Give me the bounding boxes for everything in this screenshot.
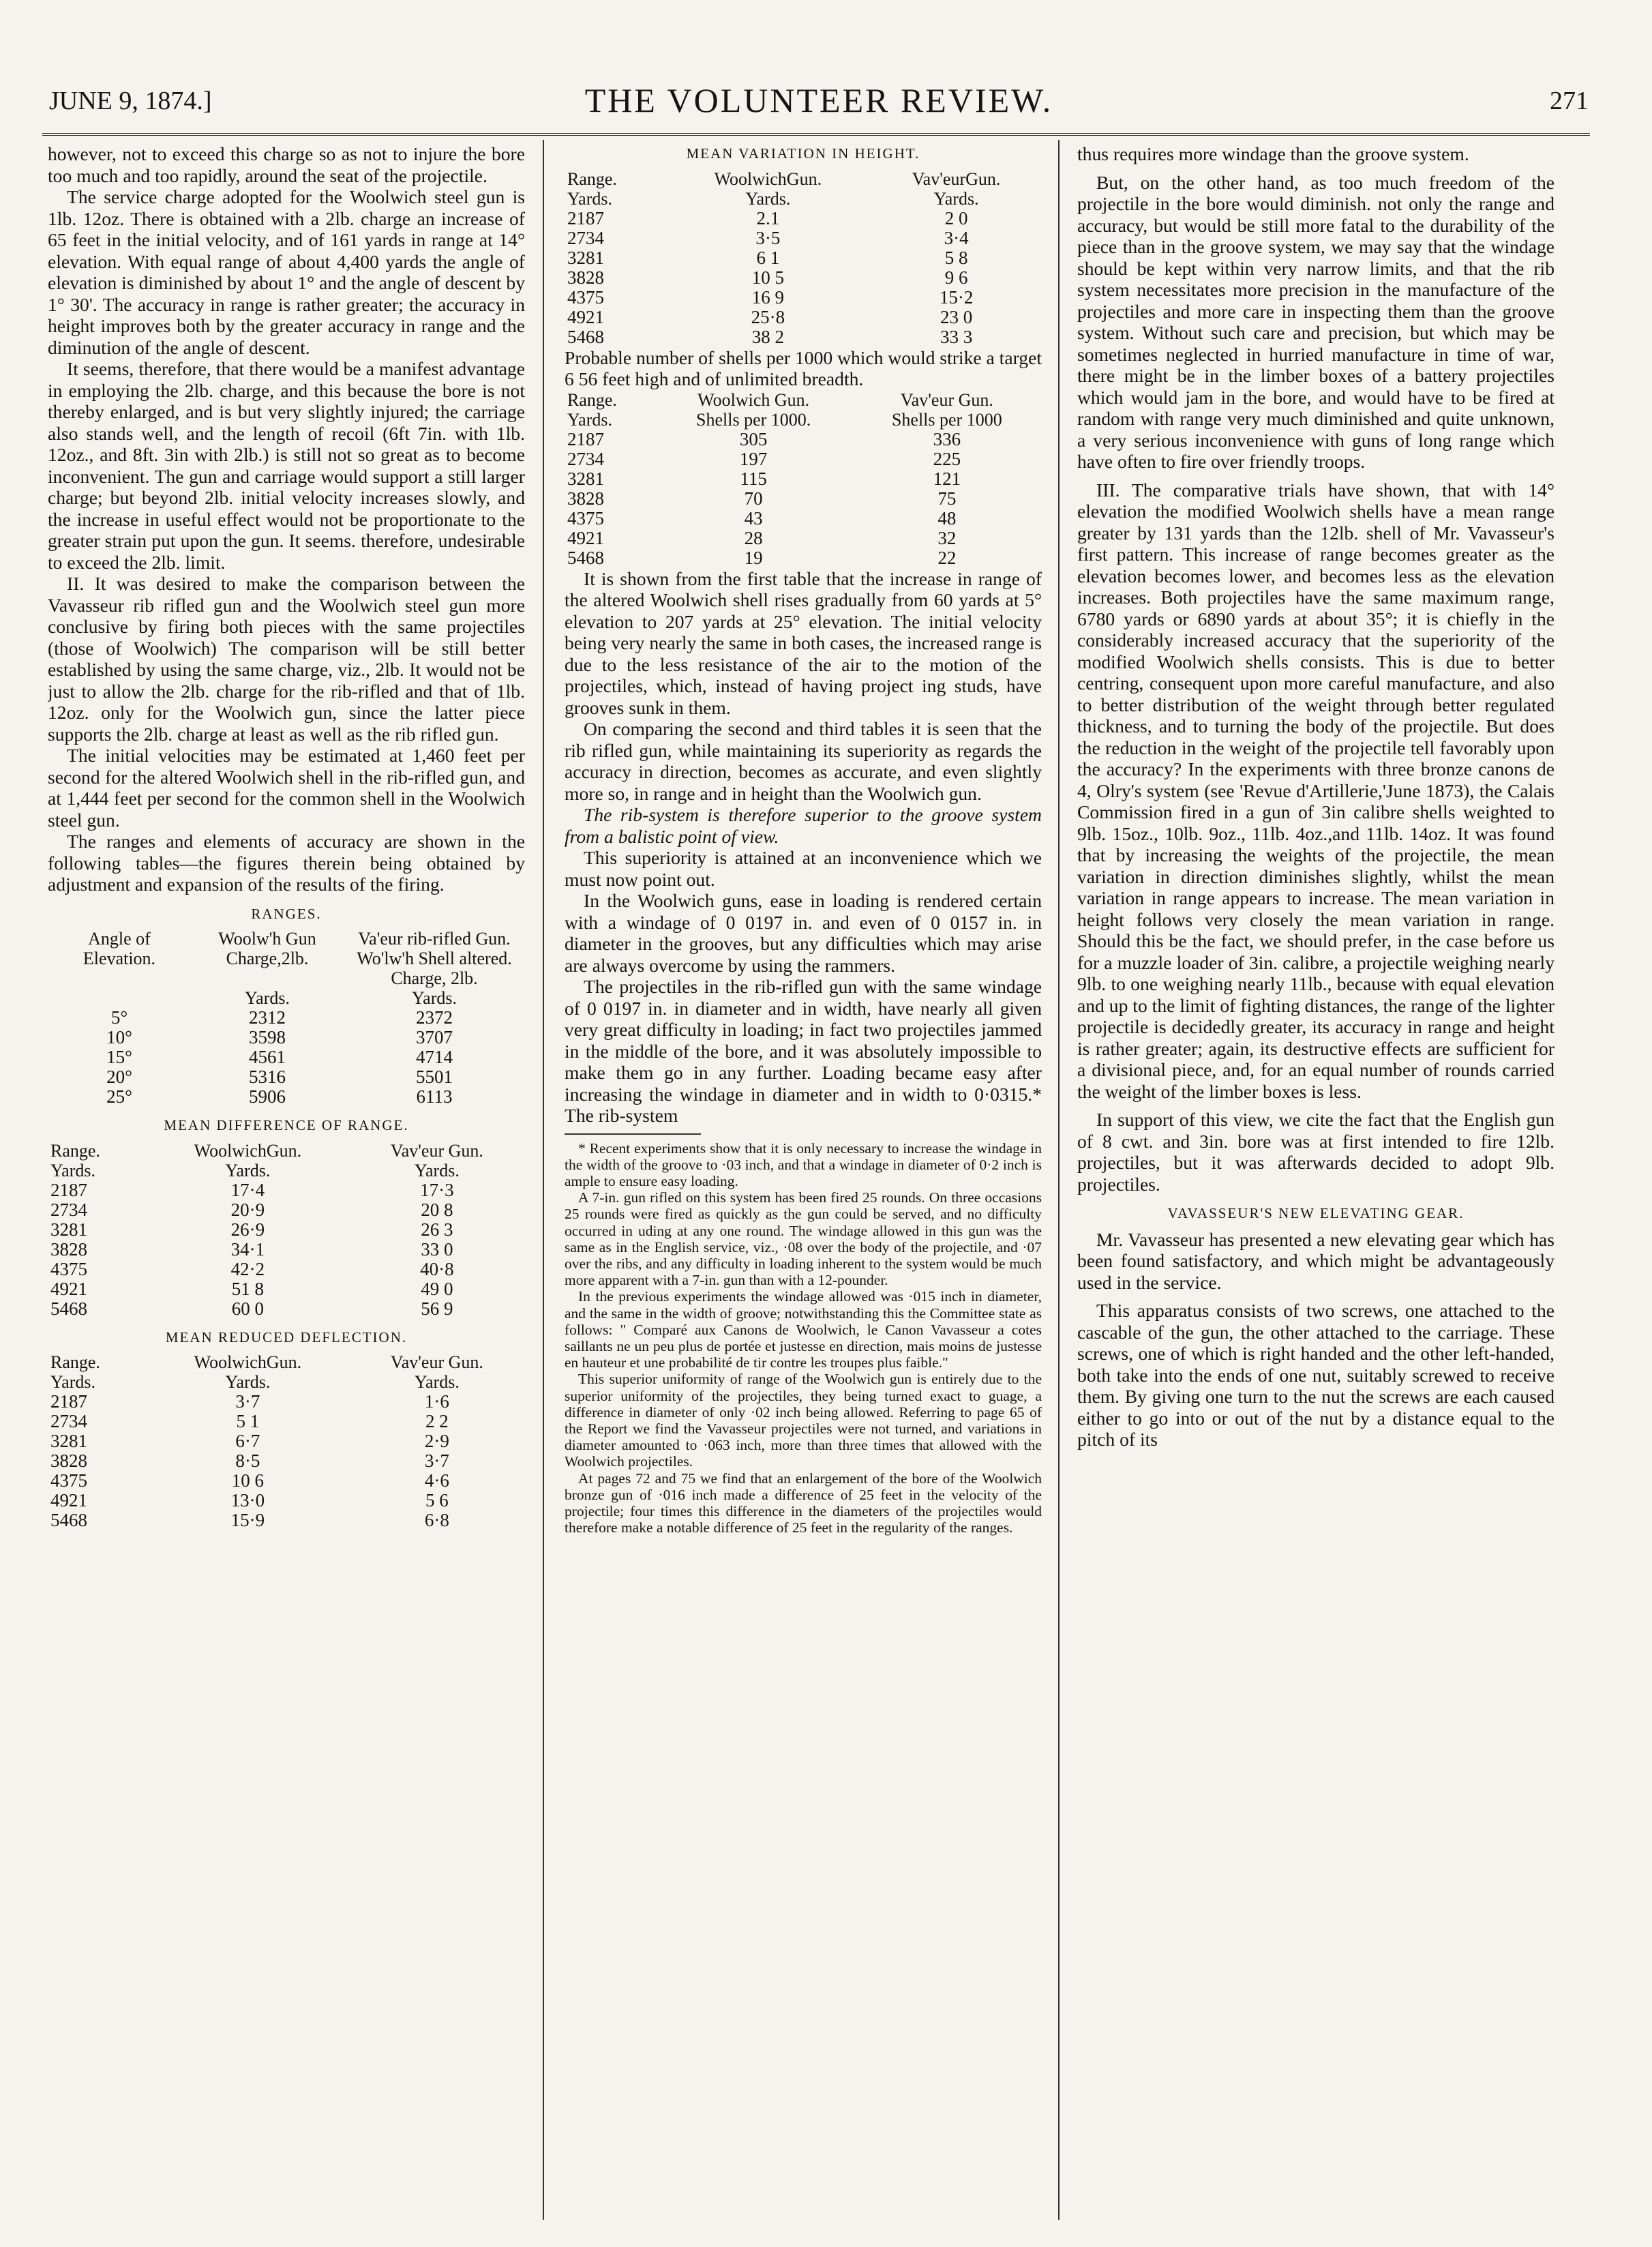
table-cell: 4921 xyxy=(50,1278,87,1299)
table-cell: 56 9 xyxy=(421,1298,453,1319)
column-header: WoolwichGun. xyxy=(714,168,822,189)
paragraph: This apparatus consists of two screws, one attached to the cascable of the gun, the other attached to the carriage. These screws, one of which is right handed and the other left-handed, both take into the ends of one nut, suitably screwed to receive them. By giving one turn to the nut the screws are each caused either to go into or out of the nut by a distance equal to the pitch of its xyxy=(1077,1300,1555,1450)
table-header-row xyxy=(565,390,1042,410)
table-cell: 4375 xyxy=(50,1258,87,1279)
table-row xyxy=(565,509,1042,529)
table-cell: 2 0 xyxy=(944,207,968,228)
column-3 xyxy=(1077,143,1555,2223)
paragraph: The initial velocities may be estimated at 1,460 feet per second for the altered Woolwich shell in the rib-rifled gun, and at 1,444 feet per second for the common shell in the Woolwich steel gun. xyxy=(48,745,525,831)
table-cell: 6·7 xyxy=(235,1431,260,1451)
table-cell: 33 0 xyxy=(421,1238,453,1260)
table-cell: 17·4 xyxy=(230,1179,265,1200)
table-row xyxy=(565,529,1042,548)
table-cell: 4921 xyxy=(50,1490,87,1511)
unit-label: Yards. xyxy=(245,988,290,1008)
table-row xyxy=(48,1260,525,1279)
table-row xyxy=(48,1451,525,1471)
footnote: A 7-in. gun rifled on this system has been fired 25 rounds. On three occasions 25 rounds were fired as quickly as the gun could be served, and no difficulty occurred in uding at any one round. The windage allowed in this gun was the same as in the English service, viz., ·08 over the body of the projectile, and ·07 over the ribs, and any difficulty in loading inherent to the system would be much more apparent with a 7-in. gun than with a 12-pounder. xyxy=(565,1189,1042,1289)
header-page-number: 271 xyxy=(1550,87,1589,115)
table-title-mean-variation-in-height: MEAN VARIATION IN HEIGHT. xyxy=(686,145,920,162)
unit-label: Yards. xyxy=(50,1160,95,1180)
table-cell: 25·8 xyxy=(751,306,785,327)
table-row xyxy=(565,449,1042,469)
unit-label: Yards. xyxy=(567,409,612,430)
paragraph: III. The comparative trials have shown, that with 14° elevation the modified Woolwich shells have a mean range greater by 131 yards than the 12lb. shell of Mr. Vavasseur's first pattern. This increase of range becomes greater as the elevation becomes lower, and becomes less as the elevation increases. Both projectiles have the same maximum range, 6780 yards or 6890 yards at about 35°; it is chiefly in the considerably increased accuracy that the superiority of the modified Woolwich shells consists. This is due to better centring, consequent upon more careful manufacture, and also to better distribution of the weight through better regulated thickness, and to turning the body of the projectile. But does the reduction in the weight of the projectile tell favorably upon the accuracy? In the experiments with three bronze canons de 4, Olry's system (see 'Revue d'Artillerie,'June 1873), the Calais Commission fired in a gun of 3in calibre shells weighted to 9lb. 15oz., 10lb. 9oz., 11lb. 4oz.,and 11lb. 14oz. It was found that by increasing the weights of the projectile, the mean variation in direction diminishes slightly, whilst the mean variation in range appears to increase. The mean variation in height follows very closely the mean variation in range. Should this be the fact, we should prefer, in the case before us for a muzzle loader of 3in. calibre, a projectile weighing nearly 9lb. to one weighing nearly 11lb., because with equal elevation and up to the limit of fighting distances, the range of the lighter projectile is decidedly greater, its accuracy in range and height is rather greater; again, its destructive effects are sufficient for a divisional piece, and, for an equal number of rounds carried the weight of the limber boxes is less. xyxy=(1077,479,1555,1102)
table-row xyxy=(565,248,1042,268)
column-header: Range. xyxy=(50,1140,100,1161)
table-cell: 2734 xyxy=(567,448,604,469)
unit-label: Yards. xyxy=(567,188,612,209)
table-cell: 5468 xyxy=(567,326,604,347)
unit-label: Yards. xyxy=(225,1372,271,1392)
table-title-ranges: RANGES. xyxy=(251,905,322,922)
table-cell: 34·1 xyxy=(230,1238,265,1260)
table-cell: 20° xyxy=(106,1067,132,1087)
table-cell: 5316 xyxy=(249,1067,286,1087)
table-cell: 49 0 xyxy=(421,1278,453,1299)
column-header: Woolwich Gun. xyxy=(697,389,810,410)
column-header: Woolw'h Gun Charge,2lb. xyxy=(218,929,316,968)
table-cell: 121 xyxy=(933,468,961,489)
table-row xyxy=(48,1008,525,1028)
table-row xyxy=(565,469,1042,489)
table-cell: 10° xyxy=(106,1027,132,1047)
table-row xyxy=(48,1412,525,1431)
unit-label: Shells per 1000. xyxy=(696,409,811,430)
table-title-mean-reduced-deflection: MEAN REDUCED DEFLECTION. xyxy=(165,1328,408,1345)
footnotes xyxy=(565,1140,1042,1536)
table-cell: 4714 xyxy=(416,1047,453,1067)
table-cell: 23 0 xyxy=(940,306,973,327)
table-units-row xyxy=(48,1372,525,1392)
table-cell: 336 xyxy=(933,428,961,449)
table-cell: 3828 xyxy=(50,1450,87,1471)
column-header: Vav'eur Gun. xyxy=(900,389,993,410)
column-2 xyxy=(565,143,1042,2223)
table-cell: 38 2 xyxy=(751,326,784,347)
page-header xyxy=(49,80,1589,128)
table-cell: 3·5 xyxy=(755,227,781,248)
table-cell: 2734 xyxy=(567,227,604,248)
header-title: THE VOLUNTEER REVIEW. xyxy=(584,81,1053,119)
paragraph: In support of this view, we cite the fact that the English gun of 8 cwt. and 3in. bore was at first intended to fire 12lb. projectiles, but it was afterwards decided to adopt 9lb. projectiles. xyxy=(1077,1109,1555,1195)
table-cell: 5 6 xyxy=(425,1490,449,1511)
table-units-row xyxy=(48,1161,525,1180)
unit-label: Yards. xyxy=(414,1160,460,1180)
mean-difference-of-range-table xyxy=(48,1141,525,1319)
table-cell: 4921 xyxy=(567,527,604,548)
column-header: Vav'eur Gun. xyxy=(390,1352,483,1372)
table-row xyxy=(48,1028,525,1047)
table-cell: 32 xyxy=(937,527,957,548)
table-cell: 4375 xyxy=(50,1470,87,1491)
table-cell: 3·7 xyxy=(235,1391,260,1412)
table-cell: 20·9 xyxy=(230,1199,265,1220)
table-cell: 305 xyxy=(739,428,768,449)
table-header-row xyxy=(48,1141,525,1161)
paragraph: Mr. Vavasseur has presented a new elevating gear which has been found satisfactory, and which might be advantageously used in the service. xyxy=(1077,1228,1555,1293)
table-row xyxy=(48,1471,525,1491)
mean-variation-in-height-table xyxy=(565,169,1042,347)
table-cell: 2187 xyxy=(567,428,604,449)
column-header: Angle of Elevation. xyxy=(82,929,156,968)
table-row xyxy=(565,268,1042,288)
column-header: Vav'eurGun. xyxy=(912,168,1001,189)
unit-label: Yards. xyxy=(745,188,791,209)
table-row xyxy=(565,308,1042,327)
table-cell: 48 xyxy=(937,507,957,529)
table-cell: 15·9 xyxy=(230,1510,265,1530)
table-row xyxy=(48,1047,525,1067)
paragraph: It is shown from the first table that the increase in range of the altered Woolwich shell rises gradually from 60 yards at 5° elevation to 207 yards at 25° elevation. The initial velocity being very nearly the same in both cases, the increased range is due to the less resistance of the air to the motion of the projectiles, which, instead of having project ing studs, have grooves sunk in them. xyxy=(565,567,1042,718)
footnote: At pages 72 and 75 we find that an enlargement of the bore of the Woolwich bronze gun of ·016 inch made a difference of 25 feet in the velocity of the projectile; four times this difference in the diameters of the projectiles would therefore make a notable difference of 25 feet in the regularity of the ranges. xyxy=(565,1470,1042,1536)
footnote: * Recent experiments show that it is only necessary to increase the windage in the width of the groove to ·03 inch, and that a windage in diameter of 0·2 inch is ample to ensure easy loading. xyxy=(565,1140,1042,1189)
table-row xyxy=(48,1240,525,1260)
table-cell: 26 3 xyxy=(421,1219,453,1240)
table-cell: 3281 xyxy=(50,1219,87,1240)
table-cell: 4561 xyxy=(249,1047,286,1067)
unit-label: Yards. xyxy=(414,1372,460,1392)
table-row xyxy=(48,1279,525,1299)
table-cell: 70 xyxy=(744,488,763,509)
paragraph: The ranges and elements of accuracy are shown in the following tables—the figures therein being obtained by adjustment and expansion of the results of the firing. xyxy=(48,831,525,895)
table-cell: 115 xyxy=(740,468,767,489)
table-cell: 3598 xyxy=(249,1027,286,1047)
table-cell: 16 9 xyxy=(751,286,784,308)
table-cell: 26·9 xyxy=(230,1219,265,1240)
table-cell: 3281 xyxy=(567,247,604,268)
table-cell: 5501 xyxy=(416,1067,453,1087)
header-rule xyxy=(42,133,1590,136)
table-cell: 225 xyxy=(933,448,961,469)
table-cell: 3·7 xyxy=(424,1450,449,1471)
probable-shells-caption: Probable number of shells per 1000 which would strike a target 6 56 feet high and of unlimited breadth. xyxy=(565,346,1042,389)
paragraph: II. It was desired to make the comparison between the Vavasseur rib rifled gun and the Woolwich steel gun more conclusive by firing both pieces with the same projectiles (those of Woolwich) The comparison will be still better established by using the same charge, viz., 2lb. It would not be just to allow the 2lb. charge for the rib-rifled and that of 1lb. 12oz. only for the Woolwich gun, since the latter piece supports the 2lb. charge at least as well as the rib rifled gun. xyxy=(48,573,525,745)
column-header: Vav'eur Gun. xyxy=(390,1140,483,1161)
table-header-row xyxy=(48,1352,525,1372)
table-cell: 3281 xyxy=(567,468,604,489)
table-cell: 43 xyxy=(744,507,763,529)
unit-label: Shells per 1000 xyxy=(891,409,1002,430)
table-cell: 5 8 xyxy=(944,247,968,268)
paragraph: however, not to exceed this charge so as not to injure the bore too much and too rapidly, around the seat of the projectile. xyxy=(48,143,525,186)
table-cell: 5906 xyxy=(249,1086,286,1107)
paragraph: In the Woolwich guns, ease in loading is rendered certain with a windage of 0 0197 in. and even of 0 0157 in. in diameter in the grooves, but any difficulties which may arise are always overcome by using the rammers. xyxy=(565,890,1042,976)
paragraph: It seems, therefore, that there would be a manifest advantage in employing the 2lb. charge, and this because the bore is not thereby enlarged, and is but very slightly injured; the carriage also stands well, and the length of recoil (6ft 7in. with 1lb. 12oz., and 8ft. 3in with 2lb.) is still not so great as to become inconvenient. The gun and carriage would support a still larger charge; but beyond 2lb. initial velocity increases slowly, and the increase in useful effect would not be proportionate to the greater strain put upon the gun. It seems. therefore, undesirable to exceed the 2lb. limit. xyxy=(48,358,525,573)
table-cell: 25° xyxy=(106,1086,132,1107)
table-row xyxy=(48,1067,525,1087)
table-cell: 2187 xyxy=(50,1391,87,1412)
paragraph-emphasis: The rib-system is therefore superior to the groove system from a balistic point of view. xyxy=(565,804,1042,847)
table-cell: 6·8 xyxy=(424,1510,449,1530)
probable-shells-table xyxy=(565,390,1042,568)
table-cell: 4921 xyxy=(567,306,604,327)
column-1 xyxy=(48,143,525,2223)
table-cell: 15° xyxy=(106,1047,132,1067)
table-cell: 28 xyxy=(744,527,763,548)
ranges-table xyxy=(48,929,525,1107)
footnote: This superior uniformity of range of the Woolwich gun is entirely due to the superior uniformity of the projectiles, they being turned exact to guage, a difference in diameter of only ·02 inch being allowed. Referring to page 65 of the Report we find the Vavasseur projectiles were not turned, and variations in diameter amounted to ·063 inch, more than three times that allowed with the Woolwich projectiles. xyxy=(565,1371,1042,1470)
table-cell: 6113 xyxy=(416,1086,453,1107)
table-row xyxy=(48,1392,525,1412)
table-row xyxy=(48,1431,525,1451)
table-row xyxy=(565,209,1042,228)
paragraph: The projectiles in the rib-rifled gun with the same windage of 0 0197 in. in diameter and in width, have nearly all given very great difficulty in loading; in fact two projectiles jammed in the middle of the bore, and it was absolutely impossible to make them go in any further. Loading became easy after increasing the windage in diameter and in width to 0·0315.* The rib-system xyxy=(565,976,1042,1126)
table-cell: 5468 xyxy=(50,1298,87,1319)
table-cell: 2·9 xyxy=(424,1431,449,1451)
table-cell: 33 3 xyxy=(940,326,973,347)
paragraph: The service charge adopted for the Woolwich steel gun is 1lb. 12oz. There is obtained with a 2lb. charge an increase of 65 feet in the initial velocity, and of 161 yards in range at 14° elevation. With equal range of about 4,400 yards the angle of elevation is diminished by about 1° and the angle of descent by 1° 30'. The accuracy in range is rather greater; the accuracy in height improves both by the greater accuracy in range and the diminution of the angle of descent. xyxy=(48,186,525,358)
table-row xyxy=(48,1087,525,1107)
table-cell: 10 5 xyxy=(751,267,784,288)
column-divider xyxy=(1058,140,1060,2220)
table-cell: 60 0 xyxy=(231,1298,264,1319)
section-heading: VAVASSEUR'S NEW ELEVATING GEAR. xyxy=(1167,1205,1465,1221)
table-cell: 2312 xyxy=(249,1007,286,1028)
table-cell: 20 8 xyxy=(421,1199,453,1220)
unit-label: Yards. xyxy=(50,1372,95,1392)
column-header: WoolwichGun. xyxy=(194,1140,302,1161)
table-cell: 15·2 xyxy=(939,286,974,308)
unit-label: Yards. xyxy=(412,988,457,1008)
table-units-row xyxy=(565,189,1042,209)
footnote-rule xyxy=(565,1133,701,1135)
table-cell: 8·5 xyxy=(235,1450,260,1471)
paragraph: But, on the other hand, as too much freedom of the projectile in the bore would diminish. not only the range and accuracy, but would be still more fatal to the durability of the piece than in the groove system, we may say that the windage should be kept within very narrow limits, and that the rib system necessitates more precision in the manufacture of the projectiles and more care in inspecting them than the groove system. Without such care and precision, but which may be sometimes neglected in hurried manufacture in time of war, there might be in the limber boxes of a battery projectiles which would jam in the bore, and would have to be fired at random with range very much diminished and quite unknown, a very serious inconvenience with guns of long range which have often to fire over friendly troops. xyxy=(1077,171,1555,472)
unit-label: Yards. xyxy=(225,1160,271,1180)
table-cell: 13·0 xyxy=(230,1490,265,1511)
table-cell: 2187 xyxy=(567,207,604,228)
table-cell: 2734 xyxy=(50,1411,87,1431)
table-row xyxy=(565,548,1042,568)
table-cell: 40·8 xyxy=(420,1258,454,1279)
column-header: Range. xyxy=(567,389,617,410)
table-cell: 4375 xyxy=(567,286,604,308)
table-cell: 197 xyxy=(739,448,768,469)
table-cell: 19 xyxy=(744,547,763,568)
table-row xyxy=(565,288,1042,308)
table-cell: 3707 xyxy=(416,1027,453,1047)
table-title-mean-difference-of-range: MEAN DIFFERENCE OF RANGE. xyxy=(164,1117,409,1133)
table-cell: 9 6 xyxy=(944,267,968,288)
table-header-row xyxy=(565,169,1042,189)
table-cell: 4375 xyxy=(567,507,604,529)
table-row xyxy=(565,228,1042,248)
table-cell: 51 8 xyxy=(231,1278,264,1299)
paragraph: thus requires more windage than the groove system. xyxy=(1077,143,1469,164)
table-row xyxy=(48,1180,525,1200)
column-header: Va'eur rib-rifled Gun. Wo'lw'h Shell altered. Charge, 2lb. xyxy=(357,929,512,988)
table-cell: 3281 xyxy=(50,1431,87,1451)
table-units-row xyxy=(48,988,525,1008)
table-cell: 2734 xyxy=(50,1199,87,1220)
table-cell: 3·4 xyxy=(944,227,969,248)
table-cell: 3828 xyxy=(50,1238,87,1260)
column-header: Range. xyxy=(50,1352,100,1372)
footnote: In the previous experiments the windage allowed was ·015 inch in diameter, and the same in the width of groove; notwithstanding this the Committee state as follows: " Comparé aux Canons de Woolwich, le Canon Vavasseur a cotes saillants ne un peu plus de portée et justesse en direction, mais moins de justesse en hauteur et une probabilité de tir contre les troupes plus faible." xyxy=(565,1288,1042,1371)
table-row xyxy=(48,1299,525,1319)
table-cell: 17·3 xyxy=(420,1179,454,1200)
table-row xyxy=(565,489,1042,509)
header-date: JUNE 9, 1874.] xyxy=(49,87,212,115)
column-header: Range. xyxy=(567,168,617,189)
table-row xyxy=(48,1220,525,1240)
paragraph: On comparing the second and third tables it is seen that the rib rifled gun, while maintaining its superiority as regards the accuracy in direction, becomes as accurate, and even slightly more so, in range and in height than the Woolwich gun. xyxy=(565,718,1042,804)
table-cell: 1·6 xyxy=(424,1391,449,1412)
table-row xyxy=(565,430,1042,449)
column-divider xyxy=(543,140,544,2220)
table-row xyxy=(48,1200,525,1220)
table-cell: 22 xyxy=(937,547,957,568)
table-cell: 5468 xyxy=(567,547,604,568)
table-cell: 4·6 xyxy=(424,1470,449,1491)
table-cell: 3828 xyxy=(567,488,604,509)
table-cell: 2372 xyxy=(416,1007,453,1028)
table-cell: 5468 xyxy=(50,1510,87,1530)
table-header-row xyxy=(48,929,525,988)
table-cell: 75 xyxy=(937,488,957,509)
table-cell: 42·2 xyxy=(230,1258,265,1279)
table-row xyxy=(48,1511,525,1530)
table-cell: 2.1 xyxy=(756,207,780,228)
table-cell: 10 6 xyxy=(231,1470,264,1491)
table-row xyxy=(48,1491,525,1511)
table-cell: 5 1 xyxy=(236,1411,260,1431)
unit-label: Yards. xyxy=(933,188,979,209)
table-cell: 3828 xyxy=(567,267,604,288)
table-cell: 6 1 xyxy=(756,247,780,268)
table-cell: 2187 xyxy=(50,1179,87,1200)
table-cell: 5° xyxy=(110,1007,128,1028)
column-header: WoolwichGun. xyxy=(194,1352,302,1372)
table-cell: 2 2 xyxy=(425,1411,449,1431)
table-units-row xyxy=(565,410,1042,430)
table-row xyxy=(565,327,1042,347)
paragraph: This superiority is attained at an inconvenience which we must now point out. xyxy=(565,847,1042,890)
mean-reduced-deflection-table xyxy=(48,1352,525,1530)
